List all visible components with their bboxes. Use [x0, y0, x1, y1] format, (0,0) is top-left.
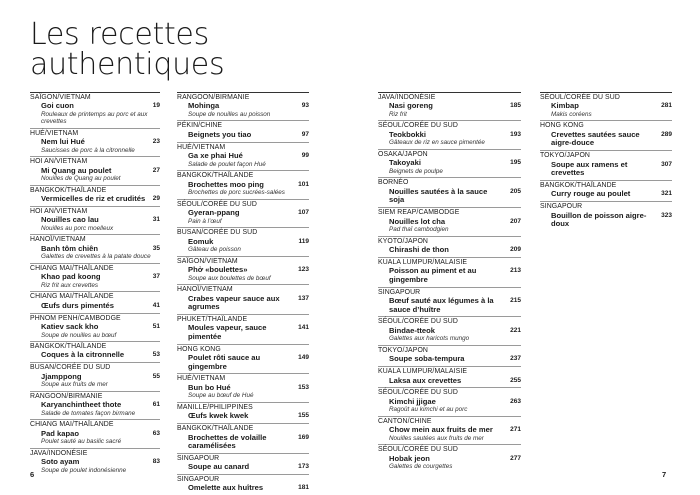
recipe-entry — [177, 423, 309, 453]
recipe-name: Omelette aux huîtres — [188, 483, 264, 493]
recipe-entry — [177, 120, 309, 141]
recipe-entry — [378, 236, 521, 257]
recipe-row — [378, 297, 521, 314]
recipe-row — [177, 434, 309, 451]
recipe-row — [378, 327, 521, 336]
recipe-name: Crabes vapeur sauce aux agrumes — [188, 293, 280, 312]
recipe-entry — [30, 419, 160, 447]
recipe-name: Beignets you tiao — [188, 129, 252, 139]
recipe-name: Moules vapeur, sauce pimentée — [188, 323, 267, 341]
recipe-row — [30, 323, 160, 332]
recipe-description: Nouilles sautées aux fruits de mer — [389, 434, 484, 442]
recipe-entry — [378, 345, 521, 366]
recipe-row — [378, 102, 521, 111]
recipe-name: Chow mein aux fruits de mer — [389, 425, 493, 435]
recipe-entry — [378, 93, 521, 120]
recipe-entry — [540, 180, 672, 201]
recipe-entry — [177, 256, 309, 284]
recipe-name: Bouillon de poisson aigre-doux — [551, 210, 647, 229]
recipe-entry — [378, 177, 521, 207]
recipe-description: Galettes de courgettes — [389, 463, 453, 471]
recipe-entry — [177, 344, 309, 374]
recipe-entry — [378, 387, 521, 415]
recipe-entry — [30, 391, 160, 419]
recipe-description: Saucisses de porc à la citronnelle — [41, 146, 135, 154]
recipe-row — [30, 245, 160, 254]
recipe-page-number: 153 — [298, 383, 309, 391]
recipe-description: Galettes aux haricots mungo — [389, 335, 470, 343]
recipe-row — [540, 131, 672, 148]
recipe-entry — [378, 207, 521, 235]
recipe-page-number: 93 — [301, 102, 309, 110]
recipe-page-number: 215 — [510, 297, 521, 305]
recipe-row — [540, 102, 672, 111]
recipe-row — [378, 131, 521, 140]
recipe-name: Nouilles sautées à la sauce soja — [389, 186, 488, 205]
page-title — [30, 17, 225, 82]
recipe-row — [177, 354, 309, 371]
recipe-name: Nouilles lot cha — [389, 216, 446, 226]
recipe-name: Brochettes moo ping — [188, 179, 264, 189]
recipe-description: Gâteaux de riz en sauce pimentée — [389, 139, 485, 147]
recipe-page-number: 51 — [152, 322, 160, 330]
recipe-entry — [30, 128, 160, 156]
recipe-row — [378, 355, 521, 364]
recipe-description: Soupe aux fruits de mer — [41, 381, 108, 389]
recipe-name: Poisson au piment et au gingembre — [389, 266, 477, 284]
recipe-name: Laksa aux crevettes — [389, 375, 462, 385]
recipe-region: CHIANG MAI/THAÏLANDE — [30, 419, 160, 429]
recipe-name: Œufs durs pimentés — [41, 300, 114, 310]
recipe-row — [540, 212, 672, 229]
recipe-description: Nouilles au porc moelleux — [41, 224, 114, 232]
recipe-name: Crevettes sautées sauce aigre-douce — [551, 129, 640, 148]
recipe-region: HANOÏ/VIETNAM — [177, 284, 309, 294]
recipe-description: Poulet sauté au basilic sacré — [41, 438, 122, 446]
recipe-entry — [30, 206, 160, 234]
recipe-entry — [30, 263, 160, 291]
page-number-right: 7 — [662, 470, 667, 479]
recipe-region: HOI AN/VIETNAM — [30, 156, 160, 166]
recipe-region: KUALA LUMPUR/MALAISIE — [378, 257, 521, 267]
recipe-region: KUALA LUMPUR/MALAISIE — [378, 366, 521, 376]
recipe-region: CANTON/CHINE — [378, 416, 521, 426]
recipe-page-number: 321 — [661, 190, 672, 198]
recipe-entry — [378, 416, 521, 444]
recipe-region: JAVA/INDONÉSIE — [378, 94, 436, 101]
recipe-entry — [30, 156, 160, 184]
recipe-page-number: 23 — [152, 138, 160, 146]
recipe-row — [30, 216, 160, 225]
recipe-row — [177, 131, 309, 140]
recipe-row — [30, 430, 160, 439]
recipe-row — [540, 190, 672, 199]
recipe-name: Pad kapao — [41, 428, 79, 438]
recipe-name: Curry rouge au poulet — [551, 189, 631, 199]
recipe-page-number: 149 — [298, 354, 309, 362]
recipe-row — [30, 351, 160, 360]
recipe-row — [30, 401, 160, 410]
recipe-page-number: 205 — [510, 187, 521, 195]
recipe-page-number: 141 — [298, 324, 309, 332]
recipe-page-number: 195 — [510, 159, 521, 167]
recipe-entry — [540, 150, 672, 180]
recipe-page-number: 107 — [298, 209, 309, 217]
recipe-page-number: 99 — [301, 152, 309, 160]
recipe-region: HANOÏ/VIETNAM — [30, 234, 160, 244]
recipe-region: BANGKOK/THAÏLANDE — [177, 423, 309, 433]
recipe-page-number: 193 — [510, 130, 521, 138]
recipe-entry — [540, 201, 672, 231]
recipe-row — [378, 398, 521, 407]
recipe-row — [177, 295, 309, 312]
recipe-region: HUÉ/VIETNAM — [30, 128, 160, 138]
recipe-page-number: 83 — [152, 458, 160, 466]
recipe-row — [540, 161, 672, 178]
recipe-entry — [378, 257, 521, 287]
recipe-row — [30, 102, 160, 111]
recipe-row — [177, 384, 309, 393]
recipe-page-number: 53 — [152, 351, 160, 359]
recipe-row — [378, 188, 521, 205]
recipe-entry — [378, 366, 521, 387]
recipe-region: BUSAN/CORÉE DU SUD — [177, 227, 309, 237]
recipe-row — [378, 426, 521, 435]
page-number-left: 6 — [30, 470, 35, 479]
recipe-region: RANGOON/BIRMANIE — [177, 94, 250, 101]
recipe-name: Goi cuon — [41, 101, 74, 111]
recipe-description: Galettes de crevettes à la patate douce — [41, 253, 151, 261]
recipe-name: Katiev sack kho — [41, 321, 99, 331]
recipe-row — [30, 195, 160, 204]
recipe-entry — [177, 284, 309, 314]
recipe-page-number: 155 — [298, 412, 309, 420]
recipe-page-number: 271 — [510, 426, 521, 434]
index-column-3 — [378, 92, 521, 473]
recipe-description: Salade de poulet façon Hué — [188, 160, 266, 168]
recipe-region: PHUKET/THAÏLANDE — [177, 314, 309, 324]
recipe-region: SINGAPOUR — [177, 453, 309, 463]
recipe-row — [177, 266, 309, 275]
recipe-name: Bun bo Hué — [188, 382, 231, 392]
recipe-region: BANGKOK/THAÏLANDE — [177, 170, 309, 180]
recipe-entry — [177, 142, 309, 170]
recipe-row — [30, 273, 160, 282]
recipe-page-number: 19 — [152, 102, 160, 110]
recipe-description: Soupe de poulet indonésienne — [41, 466, 127, 474]
recipe-region: HONG KONG — [177, 344, 309, 354]
recipe-name: Banh tôm chiên — [41, 243, 98, 253]
recipe-region: MANILLE/PHILIPPINES — [177, 402, 309, 412]
recipe-description: Riz frit aux crevettes — [41, 281, 99, 289]
recipe-region: CHIANG MAI/THAÏLANDE — [30, 291, 160, 301]
recipe-row — [30, 167, 160, 176]
recipe-description: Rouleaux de printemps au porc et aux crevettes — [41, 111, 148, 126]
recipe-description: Soupe de nouilles au poisson — [188, 111, 271, 118]
recipe-region: TOKYO/JAPON — [540, 150, 672, 160]
recipe-page-number: 207 — [510, 217, 521, 225]
recipe-description: Soupe de nouilles au bœuf — [41, 331, 117, 339]
recipe-page-number: 255 — [510, 376, 521, 384]
recipe-page-number: 61 — [152, 401, 160, 409]
recipe-name: Soupe soba-tempura — [389, 354, 465, 364]
recipe-row — [378, 455, 521, 464]
recipe-region: PÉKIN/CHINE — [177, 120, 309, 130]
recipe-page-number: 209 — [510, 246, 521, 254]
recipe-region: TOKYO/JAPON — [378, 345, 521, 355]
recipe-name: Teokbokki — [389, 129, 426, 139]
recipe-entry — [378, 287, 521, 317]
recipe-row — [30, 373, 160, 382]
recipe-page-number: 323 — [661, 211, 672, 219]
recipe-page-number: 35 — [152, 244, 160, 252]
recipe-region: SÉOUL/CORÉE DU SUD — [378, 387, 521, 397]
recipe-page-number: 63 — [152, 429, 160, 437]
recipe-region: KYOTO/JAPON — [378, 236, 521, 246]
recipe-region: SINGAPOUR — [177, 474, 309, 484]
recipe-page-number: 237 — [510, 355, 521, 363]
recipe-region: RANGOON/BIRMANIE — [30, 391, 160, 401]
recipe-entry — [177, 170, 309, 198]
recipe-region: SAÏGON/VIETNAM — [30, 94, 91, 101]
recipe-entry — [540, 93, 672, 120]
recipe-name: Eomuk — [188, 236, 214, 246]
recipe-row — [30, 302, 160, 311]
recipe-row — [177, 209, 309, 218]
recipe-name: Khao pad koong — [41, 272, 101, 282]
recipe-page-number: 307 — [661, 160, 672, 168]
recipe-name: Soupe aux ramens et crevettes — [551, 159, 628, 178]
recipe-entry — [30, 291, 160, 312]
recipe-region: SÉOUL/CORÉE DU SUD — [378, 316, 521, 326]
recipe-entry — [378, 444, 521, 472]
recipe-page-number: 281 — [661, 102, 672, 110]
recipe-entry — [30, 341, 160, 362]
recipe-page-number: 27 — [152, 166, 160, 174]
recipe-name: Vermicelles de riz et crudités — [41, 194, 146, 204]
recipe-page-number: 119 — [298, 237, 309, 245]
recipe-entry — [378, 316, 521, 344]
recipe-page-number: 221 — [510, 326, 521, 334]
recipe-entry — [177, 474, 309, 495]
recipe-name: Brochettes de volaille caramélisées — [188, 432, 267, 451]
recipe-region: SAÏGON/VIETNAM — [177, 256, 309, 266]
recipe-name: Hobak jeon — [389, 453, 430, 463]
recipe-row — [177, 102, 309, 111]
recipe-region: SÉOUL/CORÉE DU SUD — [540, 94, 620, 101]
recipe-page-number: 213 — [510, 267, 521, 275]
recipe-row — [378, 246, 521, 255]
recipe-entry — [30, 234, 160, 262]
recipe-region: SIEM REAP/CAMBODGE — [378, 207, 521, 217]
recipe-region: CHIANG MAI/THAÏLANDE — [30, 263, 160, 273]
page-title-line-2: authentiques — [30, 47, 225, 82]
recipe-entry — [378, 149, 521, 177]
recipe-row — [378, 267, 521, 284]
recipe-region: SÉOUL/CORÉE DU SUD — [177, 199, 309, 209]
recipe-region: SINGAPOUR — [540, 201, 672, 211]
recipe-entry — [540, 120, 672, 150]
recipe-region: HOI AN/VIETNAM — [30, 206, 160, 216]
recipe-page-number: 31 — [152, 216, 160, 224]
recipe-page-number: 181 — [298, 484, 309, 492]
recipe-page-number: 41 — [152, 301, 160, 309]
recipe-name: Karyanchintheet thote — [41, 400, 122, 410]
recipe-region: BUSAN/CORÉE DU SUD — [30, 362, 160, 372]
recipe-page-number: 263 — [510, 397, 521, 405]
recipe-description: Soupe aux boulettes de bœuf — [188, 274, 271, 282]
index-column-4 — [540, 92, 672, 231]
recipe-description: Ragoût au kimchi et au porc — [389, 406, 468, 414]
recipe-name: Mi Quang au poulet — [41, 165, 112, 175]
recipe-entry — [177, 93, 309, 120]
recipe-name: Soto ayam — [41, 457, 80, 467]
recipe-page-number: 123 — [298, 266, 309, 274]
recipe-row — [30, 138, 160, 147]
recipe-region: OSAKA/JAPON — [378, 149, 521, 159]
recipe-page-number: 55 — [152, 372, 160, 380]
page-title-line-1: Les recettes — [30, 17, 209, 52]
recipe-page-number: 137 — [298, 294, 309, 302]
recipe-description: Riz frit — [389, 111, 407, 118]
recipe-name: Poulet rôti sauce au gingembre — [188, 353, 261, 371]
recipe-name: Coques à la citronnelle — [41, 350, 125, 360]
recipe-row — [177, 152, 309, 161]
recipe-row — [177, 412, 309, 421]
recipe-page-number: 29 — [152, 195, 160, 203]
recipe-name: Nem lui Hué — [41, 137, 85, 147]
recipe-row — [177, 181, 309, 190]
recipe-row — [378, 159, 521, 168]
recipe-entry — [30, 185, 160, 206]
recipe-entry — [30, 362, 160, 390]
recipe-description: Makis coréens — [551, 111, 592, 118]
recipe-page-number: 97 — [301, 130, 309, 138]
recipe-entry — [30, 313, 160, 341]
recipe-row — [177, 463, 309, 472]
recipe-description: Beignets de poulpe — [389, 167, 443, 175]
recipe-region: PHNOM PENH/CAMBODGE — [30, 313, 160, 323]
recipe-region: BANGKOK/THAÏLANDE — [540, 180, 672, 190]
recipe-description: Salade de tomates façon birmane — [41, 409, 136, 417]
recipe-entry — [177, 373, 309, 401]
recipe-region: SÉOUL/CORÉE DU SUD — [378, 444, 521, 454]
recipe-description: Pad thaï cambodgien — [389, 226, 449, 234]
recipe-entry — [177, 453, 309, 474]
recipe-name: Mohinga — [188, 101, 220, 111]
recipe-name: Phở «boulettes» — [188, 265, 248, 275]
recipe-row — [30, 458, 160, 467]
recipe-page-number: 289 — [661, 130, 672, 138]
recipe-entry — [378, 120, 521, 148]
recipe-region: HUÉ/VIETNAM — [177, 142, 309, 152]
recipe-page-number: 101 — [298, 180, 309, 188]
recipe-entry — [30, 93, 160, 128]
recipe-description: Soupe au bœuf de Hué — [188, 392, 254, 400]
recipe-region: BORNÉO — [378, 177, 521, 187]
recipe-row — [378, 377, 521, 386]
recipe-region: BANGKOK/THAÏLANDE — [30, 341, 160, 351]
recipe-entry — [177, 314, 309, 344]
recipe-row — [177, 238, 309, 247]
recipe-row — [177, 324, 309, 341]
recipe-entry — [30, 448, 160, 476]
recipe-region: HUÉ/VIETNAM — [177, 373, 309, 383]
recipe-name: Œufs kwek kwek — [188, 411, 249, 421]
recipe-name: Kimbap — [551, 101, 579, 111]
recipe-description: Brochettes de porc sucrées-salées — [188, 189, 285, 197]
recipe-page-number: 37 — [152, 273, 160, 281]
recipe-description: Pain à l’œuf — [188, 217, 222, 225]
recipe-name: Soupe au canard — [188, 462, 250, 472]
recipe-entry — [177, 199, 309, 227]
recipe-name: Nouilles cao lau — [41, 215, 99, 225]
recipe-page-number: 277 — [510, 454, 521, 462]
recipe-description: Nouilles de Quang au poulet — [41, 175, 121, 183]
recipe-entry — [177, 227, 309, 255]
recipe-region: JAVA/INDONÉSIE — [30, 448, 160, 458]
recipe-row — [177, 484, 309, 493]
recipe-region: SÉOUL/CORÉE DU SUD — [378, 120, 521, 130]
recipe-row — [378, 218, 521, 227]
recipe-name: Takoyaki — [389, 158, 421, 168]
recipe-region: SINGAPOUR — [378, 287, 521, 297]
recipe-name: Chirashi de thon — [389, 245, 449, 255]
index-column-2 — [177, 92, 309, 495]
recipe-name: Bœuf sauté aux légumes à la sauce d’huître — [389, 296, 494, 314]
recipe-name: Gyeran-ppang — [188, 208, 240, 218]
recipe-region: BANGKOK/THAÏLANDE — [30, 185, 160, 195]
recipe-name: Jjamppong — [41, 371, 82, 381]
recipe-region: HONG KONG — [540, 120, 672, 130]
recipe-name: Nasi goreng — [389, 101, 433, 111]
recipe-name: Kimchi jjigae — [389, 396, 436, 406]
recipe-name: Ga xe phai Hué — [188, 151, 243, 161]
recipe-page-number: 185 — [510, 102, 521, 110]
recipe-page-number: 169 — [298, 433, 309, 441]
index-column-1 — [30, 92, 160, 476]
recipe-page-number: 173 — [298, 463, 309, 471]
recipe-description: Gâteau de poisson — [188, 246, 241, 254]
recipe-name: Bindae-tteok — [389, 325, 435, 335]
recipe-entry — [177, 402, 309, 423]
